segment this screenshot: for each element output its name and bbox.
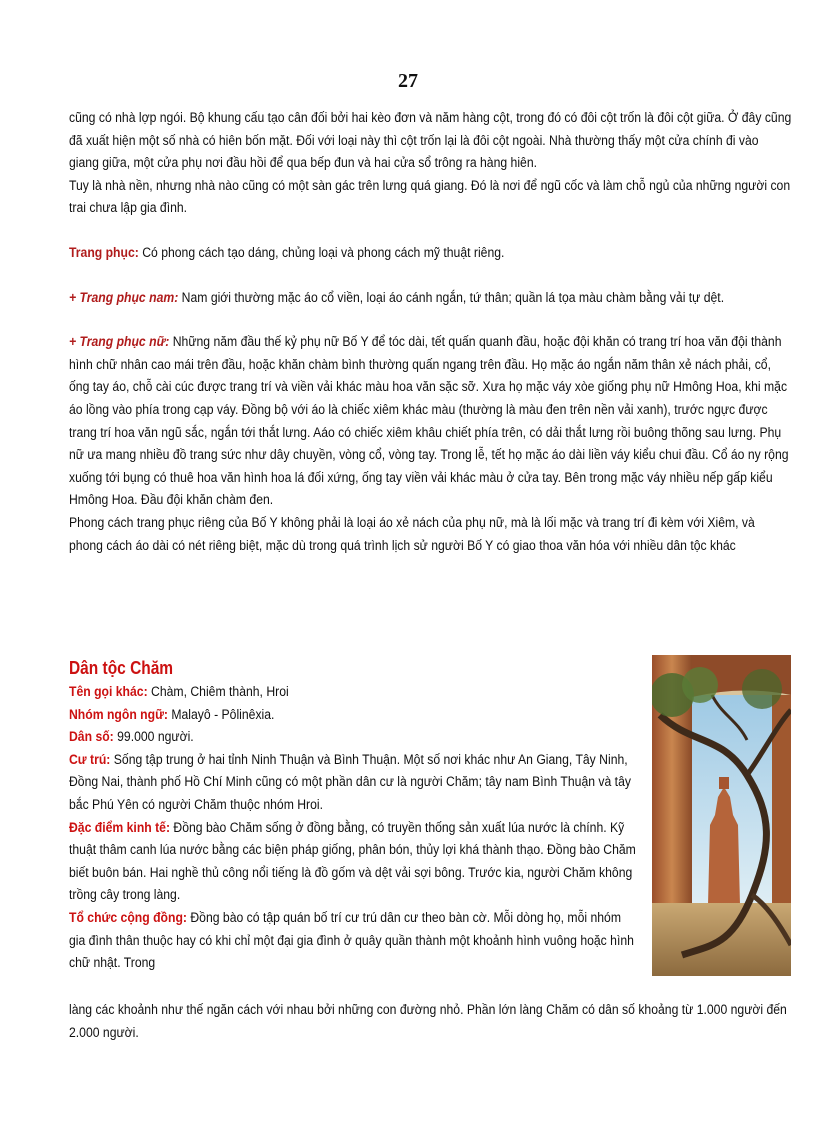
cham-community xyxy=(69,907,637,975)
other-names-text: Chàm, Chiêm thành, Hroi xyxy=(147,684,289,700)
community-continued-text: làng các khoảnh như thế ngăn cách với nhau bởi những con đường nhỏ. Phần lớn làng Chăm có dân số khoảng từ 1.000 người đến 2.000 người. xyxy=(69,1002,787,1041)
cham-language-group xyxy=(69,704,637,727)
population-label: Dân số: xyxy=(69,729,114,746)
paragraph-house-loft: Tuy là nhà nền, nhưng nhà nào cũng có một sàn gác trên lưng quá giang. Đó là nơi để ngũ cốc và làm chỗ ngủ của những người con trai chưa lập gia đình. xyxy=(69,177,791,217)
population-text: 99.000 người. xyxy=(113,729,194,746)
cham-title: Dân tộc Chăm xyxy=(69,658,174,678)
paragraph-house-frame: cũng có nhà lợp ngói. Bộ khung cấu tạo cân đối bởi hai kèo đơn và năm hàng cột, trong đó có đôi cột trốn là đôi cột giữa. Ở đây cũng đã xuất hiện một số nhà có hiên bốn mặt. Đối với loại này thì cột trốn lại là đôi cột ngoài. Nhà thường thấy một cửa chính đi vào giang giữa, một cửa phụ nơi đầu hồi để qua bếp đun và hai cửa sổ trông ra hàng hiên. xyxy=(69,110,792,172)
cham-community-continued xyxy=(69,999,791,1044)
cham-other-names xyxy=(69,681,637,704)
paragraph-costume-women xyxy=(69,331,791,512)
economy-label: Đặc điểm kinh tế: xyxy=(69,819,171,836)
language-group-text: Malayô - Pôlinêxia. xyxy=(167,706,275,723)
costume-men-text: Nam giới thường mặc áo cổ viền, loại áo cánh ngắn, tứ thân; quần lá tọa màu chàm bằng vải tự dệt. xyxy=(178,289,725,306)
other-names-label: Tên gọi khác: xyxy=(69,684,148,700)
community-text: Đồng bào có tập quán bố trí cư trú dân cư theo bàn cờ. Mỗi dòng họ, mỗi nhóm gia đình thân thuộc hay có khi chỉ một đại gia đình ở quây quần thành một khoảnh hình vuông hoặc hình chữ nhật. Trong xyxy=(69,909,634,972)
cham-economy xyxy=(69,817,637,907)
cham-section xyxy=(69,655,647,975)
language-group-label: Nhóm ngôn ngữ: xyxy=(69,706,168,723)
residence-label: Cư trú: xyxy=(69,751,111,768)
paragraph-costume-style: Phong cách trang phục riêng của Bố Y không phải là loại áo xẻ nách của phụ nữ, mà là lối mặc và trang trí đi kèm với Xiêm, và phong cách áo dài có nét riêng biệt, mặc dù trong quá trình lịch sử người Bố Y có giao thoa văn hóa với nhiều dân tộc khác xyxy=(69,514,755,554)
costume-women-label: + Trang phục nữ: xyxy=(69,334,170,351)
costume-men-label: + Trang phục nam: xyxy=(69,289,179,306)
cham-community-continued-wrap xyxy=(69,999,816,1044)
costume-women-text: Những năm đầu thế kỷ phụ nữ Bố Y để tóc dài, tết quấn quanh đầu, hoặc đội khăn có trang trí hoa văn đội thành hình chữ nhân cao mái trên đầu, hoặc khăn chàm bình thường quấn ngang trên đầu. Họ mặc áo ngắn năm thân xẻ nách phải, cổ, ống tay áo, chỗ cài cúc được trang trí và viền vải khác màu hoa văn sặc sỡ. Xưa họ mặc váy xòe giống phụ nữ Hmông Hoa, khi mặc áo lồng vào phía trong cạp váy. Đồng bộ với áo là chiếc xiêm khác màu (thường là màu đen trên nền vải xanh), trước ngực được trang trí hoa văn ngũ sắc, ngắn tới thắt lưng. Aáo có chiếc xiêm khâu chiết phía trên, có dải thắt lưng rồi buông thõng sau lưng. Phụ nữ ưa mang nhiều đồ trang sức như dây chuyền, vòng cổ, vòng tay. Trong lễ, tết họ mặc áo dài liền váy kiểu chui đầu. Cổ áo ny rộng xuống tới bụng có thuê hoa văn hình hoa lá đối xứng, ống tay viền vải khác màu ở cửa tay. Bên trong mặc váy nhiều nếp gấp kiểu Hmông Hoa. Đầu đội khăn chàm đen. xyxy=(69,334,789,509)
community-label: Tổ chức cộng đồng: xyxy=(69,909,187,926)
economy-text: Đồng bào Chăm sống ở đồng bằng, có truyền thống sản xuất lúa nước là chính. Kỹ thuật thâm canh lúa nước bằng các biện pháp giống, phân bón, thủy lợi khá thành thạo. Đồng bào Chăm biết buôn bán. Hai nghề thủ công nổi tiếng là đồ gốm và dệt vải sợi bông. Trước kia, người Chăm không trồng cây trong làng. xyxy=(69,819,636,904)
cham-population xyxy=(69,726,637,749)
cham-residence xyxy=(69,749,637,817)
costume-label: Trang phục: xyxy=(69,244,139,261)
residence-text: Sống tập trung ở hai tỉnh Ninh Thuận và Bình Thuận. Một số nơi khác như An Giang, Tây Ninh, Đồng Nai, thành phố Hồ Chí Minh cũng có một phần dân cư là người Chăm; tây nam Bình Thuận và tây bắc Phú Yên có người Chăm thuộc nhóm Hroi. xyxy=(69,751,631,813)
paragraph-costume xyxy=(69,242,791,265)
costume-text: Có phong cách tạo dáng, chủng loại và phong cách mỹ thuật riêng. xyxy=(138,244,505,261)
paragraph-costume-men xyxy=(69,287,791,310)
page-number: 27 xyxy=(398,70,418,92)
cham-tower-photo xyxy=(652,655,791,976)
cham-details xyxy=(69,681,637,975)
bo-y-section xyxy=(69,107,791,557)
